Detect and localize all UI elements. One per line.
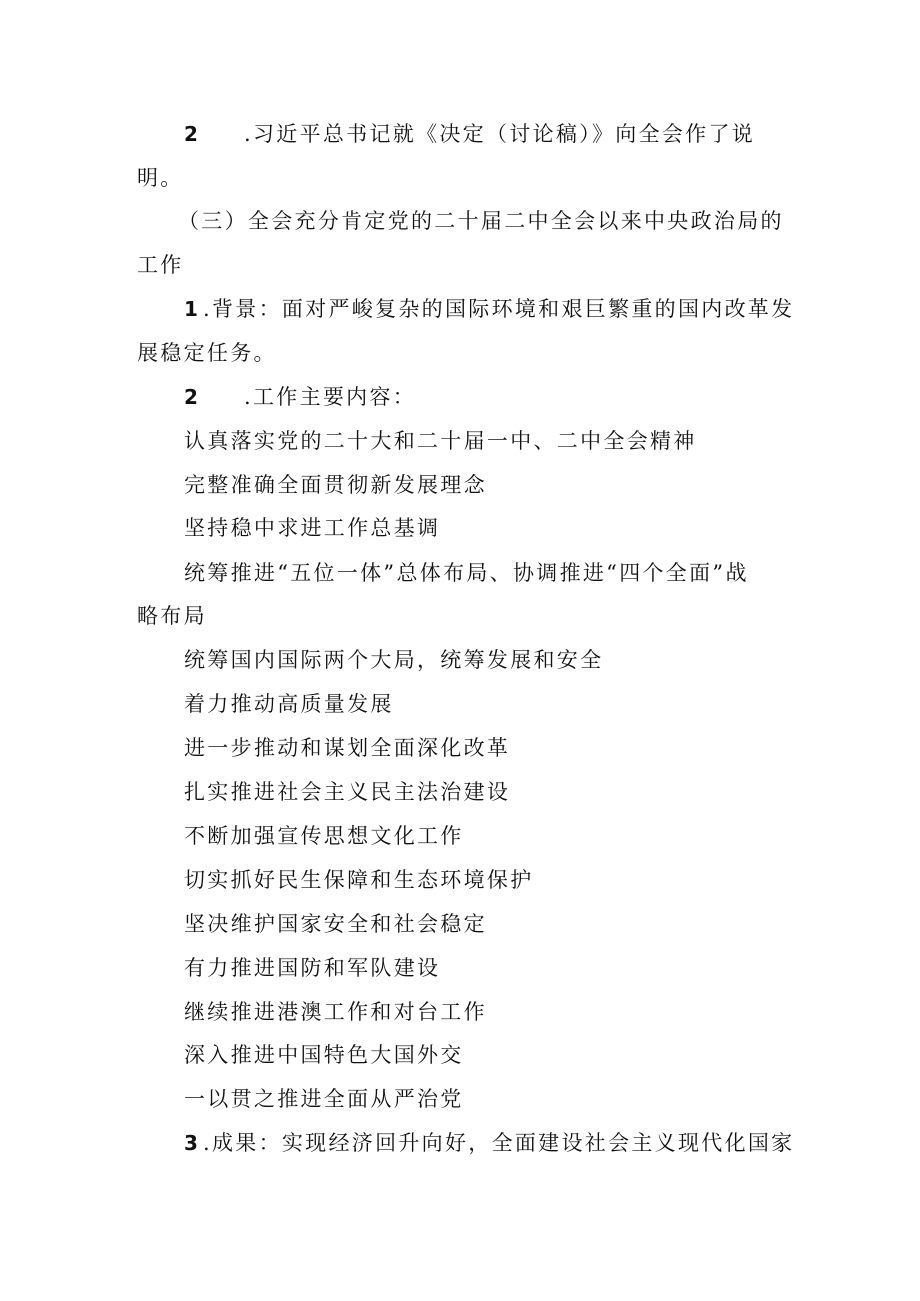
item-2-number: 2 [184,122,198,146]
content-item [0,551,920,595]
item-2-line-1 [0,112,920,156]
content-item [0,770,920,814]
achievements-line [0,1121,920,1165]
content-item-text: 一以贯之推进全面从严治党 [184,1087,464,1111]
achievements-number: 3 [184,1131,198,1155]
section-3-heading-line-2 [0,243,920,287]
content-item-text: 坚持稳中求进工作总基调 [184,516,441,540]
content-item-text: 不断加强宣传思想文化工作 [184,824,464,848]
content-item-text: 认真落实党的二十大和二十届一中、二中全会精神 [184,429,697,453]
item-2-text: .习近平总书记就《决定（讨论稿）》向全会作了说 [244,122,756,146]
content-item [0,1033,920,1077]
content-item [0,902,920,946]
content-item [0,814,920,858]
background-text-continued: 展稳定任务。 [137,341,277,365]
content-item-text: 深入推进中国特色大国外交 [184,1043,464,1067]
item-2-text-continued: 明。 [137,166,184,190]
content-item-text: 完整准确全面贯彻新发展理念 [184,473,487,497]
content-item-text: 有力推进国防和军队建设 [184,956,441,980]
item-2-line-2 [0,156,920,200]
background-text: .背景：面对严峻复杂的国际环境和艰巨繁重的国内改革发 [203,297,795,321]
content-item [0,419,920,463]
content-item-text: 继续推进港澳工作和对台工作 [184,1000,487,1024]
main-content-label: .工作主要内容： [244,385,417,409]
content-item-text: 切实抓好民生保障和生态环境保护 [184,868,534,892]
content-item [0,726,920,770]
content-item [0,682,920,726]
content-item [0,1077,920,1121]
content-item-text: 统筹推进“五位一体”总体布局、协调推进“四个全面”战 [184,561,749,585]
content-item [0,946,920,990]
section-3-heading-continued: 工作 [137,253,184,277]
content-item-continued [0,594,920,638]
content-item-text: 扎实推进社会主义民主法治建设 [184,780,511,804]
content-item [0,463,920,507]
content-item-text: 统筹国内国际两个大局，统筹发展和安全 [184,648,604,672]
content-item-text: 着力推动高质量发展 [184,692,394,716]
main-content-heading [0,375,920,419]
background-line-2 [0,331,920,375]
achievements-text: .成果：实现经济回升向好，全面建设社会主义现代化国家 [203,1131,795,1155]
background-line-1 [0,287,920,331]
main-content-number: 2 [184,385,198,409]
content-item [0,638,920,682]
section-3-heading-line-1 [0,199,920,243]
section-3-heading: （三）全会充分肯定党的二十届二中全会以来中央政治局的 [178,209,784,233]
content-item [0,506,920,550]
content-item-text: 进一步推动和谋划全面深化改革 [184,736,511,760]
background-number: 1 [184,297,198,321]
content-item-text: 坚决维护国家安全和社会稳定 [184,912,487,936]
content-item [0,990,920,1034]
content-item-text: 略布局 [137,604,207,628]
content-item [0,858,920,902]
